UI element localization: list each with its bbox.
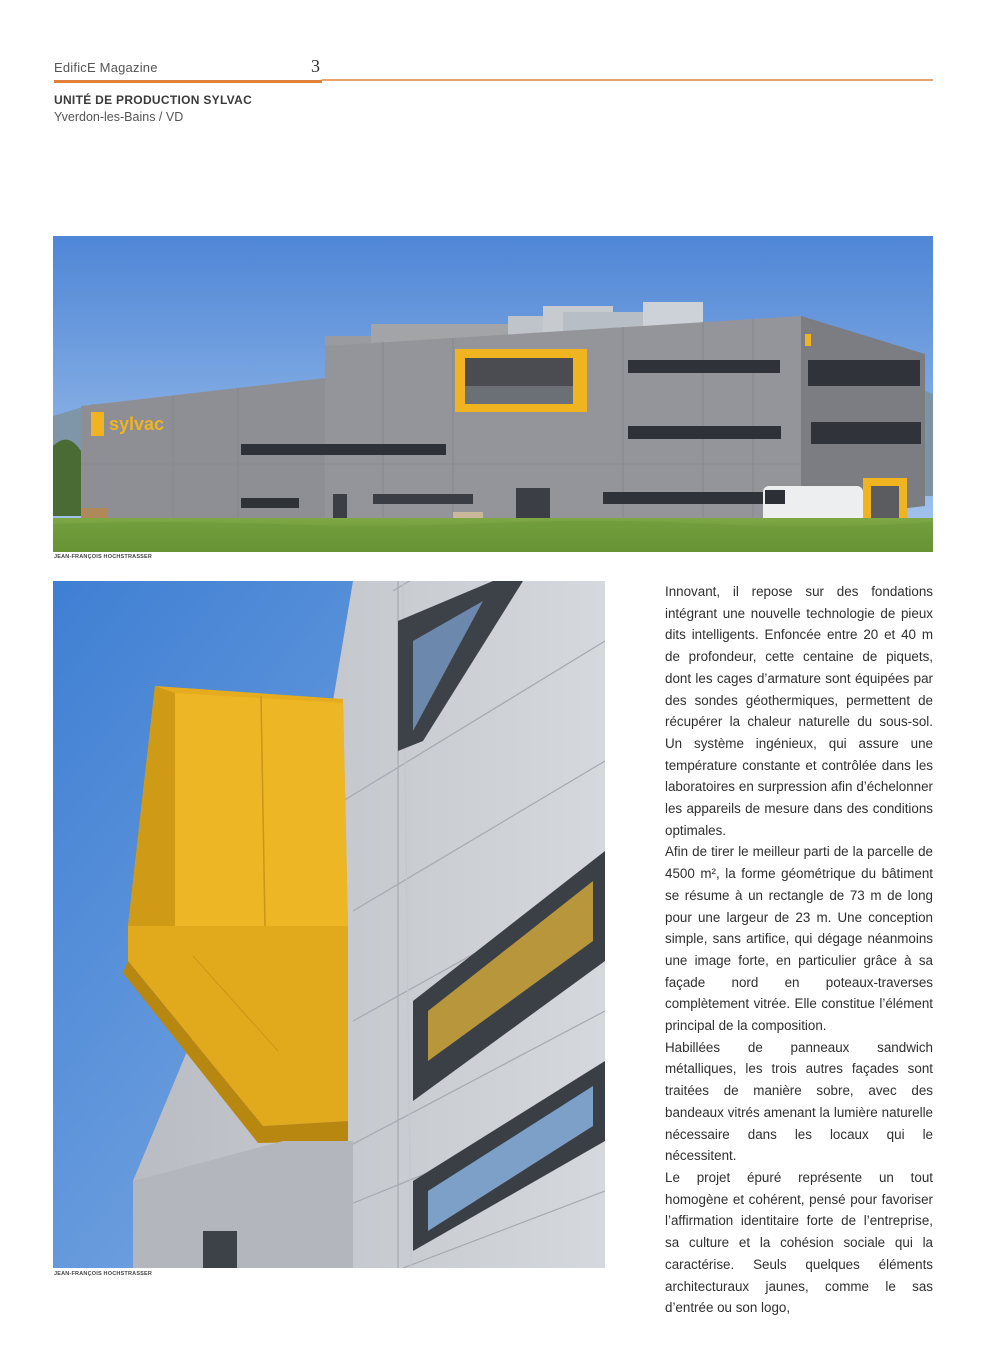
photo-credit-top: JEAN-FRANÇOIS HOCHSTRASSER [54, 554, 153, 560]
magazine-name: EdificE Magazine [54, 60, 158, 75]
building-logo: sylvac [109, 414, 165, 434]
header-rule-accent [54, 80, 322, 83]
article-body [665, 581, 933, 1319]
cantilever-detail-photo [53, 581, 605, 1268]
building-exterior-photo [53, 236, 933, 552]
page-number: 3 [311, 56, 320, 76]
header-rule [322, 79, 933, 81]
photo-credit-bottom: JEAN-FRANÇOIS HOCHSTRASSER [54, 1271, 153, 1277]
paragraph: Afin de tirer le meilleur parti de la parcelle de 4500 m², la forme géométrique du bâtiment se résume à un rectangle de 73 m de long pour une largeur de 23 m. Une conception simple, sans artifice, qui dégage néanmoins une image forte, en particulier grâce à sa façade nord en poteaux-traverses complètement vitrée. Elle constitue l’élément principal de la composition. [665, 844, 933, 1034]
paragraph: Le projet épuré représente un tout homogène et cohérent, pensé pour favoriser l’affirmation identitaire forte de l’entreprise, sa culture et la cohésion sociale qui la caractérise. Seuls quelques éléments architecturaux jaunes, comme le sas d’entrée ou son logo, [665, 1169, 933, 1316]
paragraph: Habillées de panneaux sandwich métalliques, les trois autres façades sont traitées de manière sobre, avec des bandeaux vitrés amenant la lumière naturelle nécessaire dans les locaux qui le nécessitent. [665, 1039, 933, 1164]
article-title: UNITÉ DE PRODUCTION SYLVAC [54, 93, 253, 107]
paragraph: Innovant, il repose sur des fondations intégrant une nouvelle technologie de pieux dits intelligents. Enfoncée entre 20 et 40 m de profondeur, cette centaine de piquets, dont les cages d’armature sont équipées par des sondes géothermiques, permettent de récupérer la chaleur naturelle du sous-sol. Un système ingénieux, qui assure une température constante et contrôlée dans les laboratoires en surpression afin d’échelonner les appareils de mesure dans des conditions optimales. [665, 584, 933, 838]
article-location: Yverdon-les-Bains / VD [54, 110, 184, 124]
